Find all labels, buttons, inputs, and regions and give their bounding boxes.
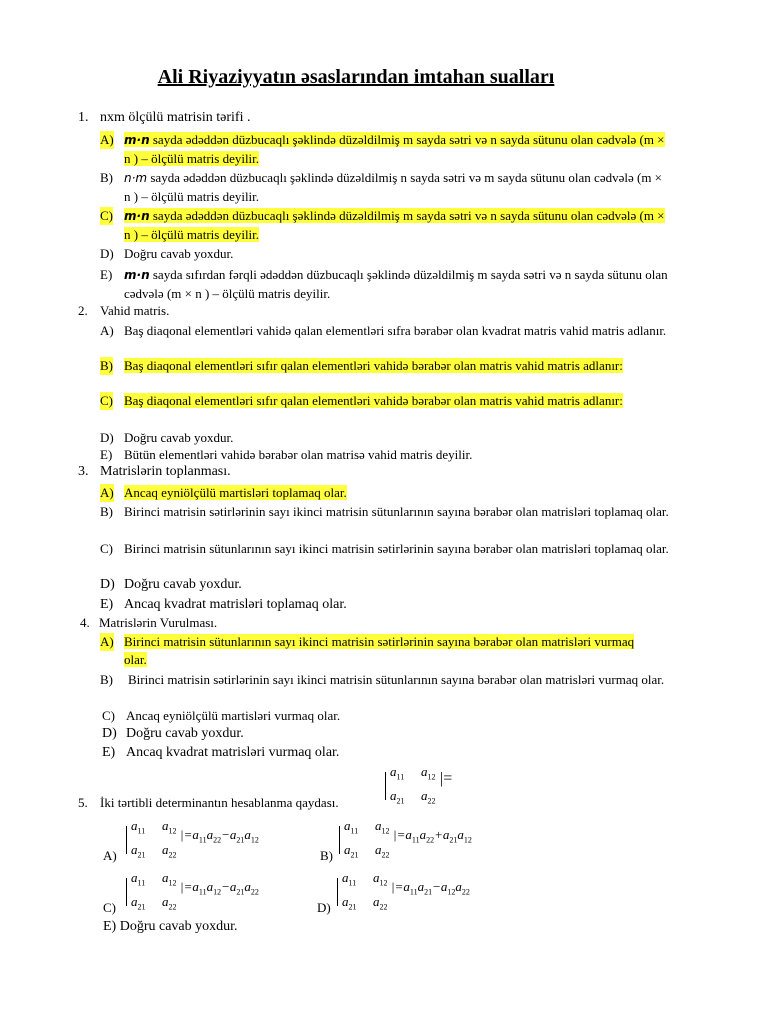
q1-option-e [100, 266, 670, 302]
option-text: Birinci matrisin sətirlərinin sayı ikinci matrisin sütunlarının sayına bərabər olan matrisləri vurmaq olar. [128, 672, 665, 687]
option-text: Doğru cavab yoxdur. [124, 246, 234, 261]
option-label: C) [102, 708, 115, 723]
q4-option-c [102, 707, 672, 725]
option-text: Doğru cavab yoxdur. [126, 726, 244, 741]
q5-option-b-formula: $a_{11}$ $a_{12}$ $a_{21}$ $a_{22}$ $|=a_{11}a_{22}+a_{21}a_{12}$ [339, 818, 519, 862]
option-label: E) [100, 267, 113, 282]
q5-option-c-formula: $a_{11}$ $a_{12}$ $a_{21}$ $a_{22}$ $|=a_{11}a_{12}-a_{21}a_{22}$ [126, 870, 306, 914]
q1-option-d [100, 245, 670, 263]
q5-determinant: $a_{11}$ $a_{12}$ $a_{21}$ $a_{22}$ |= [385, 764, 465, 808]
q5-option-e: E) Doğru cavab yoxdur. [103, 919, 238, 934]
question-text: Matrislərin toplanması. [100, 464, 231, 479]
q5-option-b-label: B) [320, 848, 333, 863]
q2-option-a [100, 322, 670, 340]
question-2 [78, 303, 169, 319]
option-label: A) [100, 323, 114, 338]
q4-option-e [102, 744, 672, 762]
option-label: A) [100, 485, 114, 500]
option-label: D) [102, 726, 117, 741]
option-text: sayda ədəddən düzbucaqlı şəklində düzəldilmiş n sayda sətri və m sayda sütunu olan cədvələ (m × n ) – ölçülü matris deyilir. [124, 170, 663, 204]
formula-rhs: $|=a_{11}a_{22}+a_{21}a_{12}$ [393, 827, 472, 845]
formula-rhs: $|=a_{11}a_{22}-a_{21}a_{12}$ [180, 827, 259, 845]
option-label: E) [102, 745, 116, 760]
option-text: sayda ədəddən düzbucaqlı şəklində düzəldilmiş m sayda sətri və n sayda sütunu olan cədvələ (m × n ) – ölçülü matris deyilir. [124, 208, 665, 242]
option-label: B) [100, 170, 113, 185]
question-4 [80, 615, 217, 631]
q3-option-d [100, 576, 670, 594]
q3-option-b [100, 503, 670, 521]
question-text: İki tərtibli determinantın hesablanma qaydası. [100, 795, 339, 810]
option-text: Birinci matrisin sütunlarının sayı ikinci matrisin sətirlərinin sayına bərabər olan matrisləri toplamaq olar. [124, 541, 669, 556]
option-text: Ancaq eyniölçülü martisləri vurmaq olar. [126, 708, 341, 723]
math-mn: m·n [124, 209, 150, 223]
option-label: C) [100, 541, 113, 556]
question-text: Vahid matris. [100, 303, 170, 318]
question-3 [78, 464, 231, 480]
question-text: nxm ölçülü matrisin tərifi . [100, 110, 251, 125]
option-text: Ancaq eyniölçülü martisləri toplamaq olar. [124, 485, 347, 500]
question-text: Matrislərin Vurulması. [99, 615, 218, 630]
page-title: Ali Riyaziyyatın əsaslarından imtahan sualları [157, 66, 555, 88]
option-text: Baş diaqonal elementləri sıfır qalan elementləri vahidə bərabər olan matris vahid matris adlanır: [124, 358, 623, 373]
option-text: Bütün elementləri vahidə bərabər olan matrisə vahid matris deyilir. [124, 447, 473, 462]
question-number: 3. [78, 464, 89, 479]
q4-option-a [100, 633, 640, 668]
q5-option-d-formula: $a_{11}$ $a_{12}$ $a_{21}$ $a_{22}$ $|=a_{11}a_{21}-a_{12}a_{22}$ [337, 870, 517, 914]
option-text: Birinci matrisin sütunlarının sayı ikinci matrisin sətirlərinin sayına bərabər olan matrisləri vurmaq olar. [124, 634, 635, 667]
formula-rhs: $|=a_{11}a_{12}-a_{21}a_{22}$ [180, 879, 259, 897]
option-label: D) [100, 577, 115, 592]
formula-rhs: $|=a_{11}a_{21}-a_{12}a_{22}$ [391, 879, 470, 897]
q3-option-e [100, 596, 670, 614]
q5-option-c-label: C) [103, 900, 116, 915]
q1-option-c [100, 207, 670, 243]
option-text: sayda ədəddən düzbucaqlı şəklində düzəldilmiş m sayda sətri və n sayda sütunu olan cədvələ (m × n ) – ölçülü matris deyilir. [124, 132, 665, 166]
math-nm: n·m [124, 171, 148, 185]
q2-option-c [100, 392, 640, 410]
option-text: Doğru cavab yoxdur. [124, 430, 234, 445]
q1-option-b [100, 169, 670, 205]
option-label: B) [100, 504, 113, 519]
option-text: Baş diaqonal elementləri vahidə qalan elementləri sıfra bərabər olan kvadrat matris vahid matris adlanır. [124, 323, 667, 338]
q3-option-c [100, 540, 670, 558]
q4-option-d [102, 725, 672, 743]
q2-option-e [100, 446, 670, 464]
option-text: Doğru cavab yoxdur. [124, 577, 242, 592]
question-1 [78, 110, 250, 126]
option-text: Ancaq kvadrat matrisləri vurmaq olar. [126, 745, 340, 760]
q3-option-a [100, 484, 670, 502]
question-number: 5. [78, 795, 88, 810]
question-number: 4. [80, 615, 90, 630]
q5-option-d-label: D) [317, 900, 331, 915]
question-5 [78, 795, 339, 811]
q4-option-b [100, 671, 670, 689]
q5-option-a-formula: $a_{11}$ $a_{12}$ $a_{21}$ $a_{22}$ $|=a_{11}a_{22}-a_{21}a_{12}$ [126, 818, 306, 862]
option-label: E) [100, 447, 113, 462]
option-label: A) [100, 132, 114, 147]
option-label: A) [100, 634, 114, 649]
q1-option-a [100, 131, 670, 167]
option-label: C) [100, 208, 113, 223]
option-label: B) [100, 358, 113, 373]
equals-sign: |= [440, 770, 453, 787]
math-mn: m·n [124, 133, 150, 147]
math-mn: m·n [124, 268, 150, 282]
option-label: C) [100, 393, 113, 408]
option-label: D) [100, 430, 114, 445]
q5-option-a-label: A) [103, 848, 117, 863]
option-text: Birinci matrisin sətirlərinin sayı ikinci matrisin sütunlarının sayına bərabər olan matrisləri toplamaq olar. [124, 504, 669, 519]
option-label: B) [100, 672, 113, 687]
option-label: D) [100, 246, 114, 261]
option-text: Ancaq kvadrat matrisləri toplamaq olar. [124, 597, 347, 612]
option-label: E) [100, 597, 114, 612]
question-number: 1. [78, 110, 89, 125]
q2-option-b [100, 357, 640, 375]
q2-option-d [100, 429, 670, 447]
option-text: sayda sıfırdan fərqli ədəddən düzbucaqlı şəklində düzəldilmiş m sayda sətri və n sayda sütunu olan cədvələ (m × n ) – ölçülü matris deyilir. [124, 267, 668, 301]
question-number: 2. [78, 303, 88, 318]
option-text: Baş diaqonal elementləri sıfır qalan elementləri vahidə bərabər olan matris vahid matris adlanır: [124, 393, 623, 408]
